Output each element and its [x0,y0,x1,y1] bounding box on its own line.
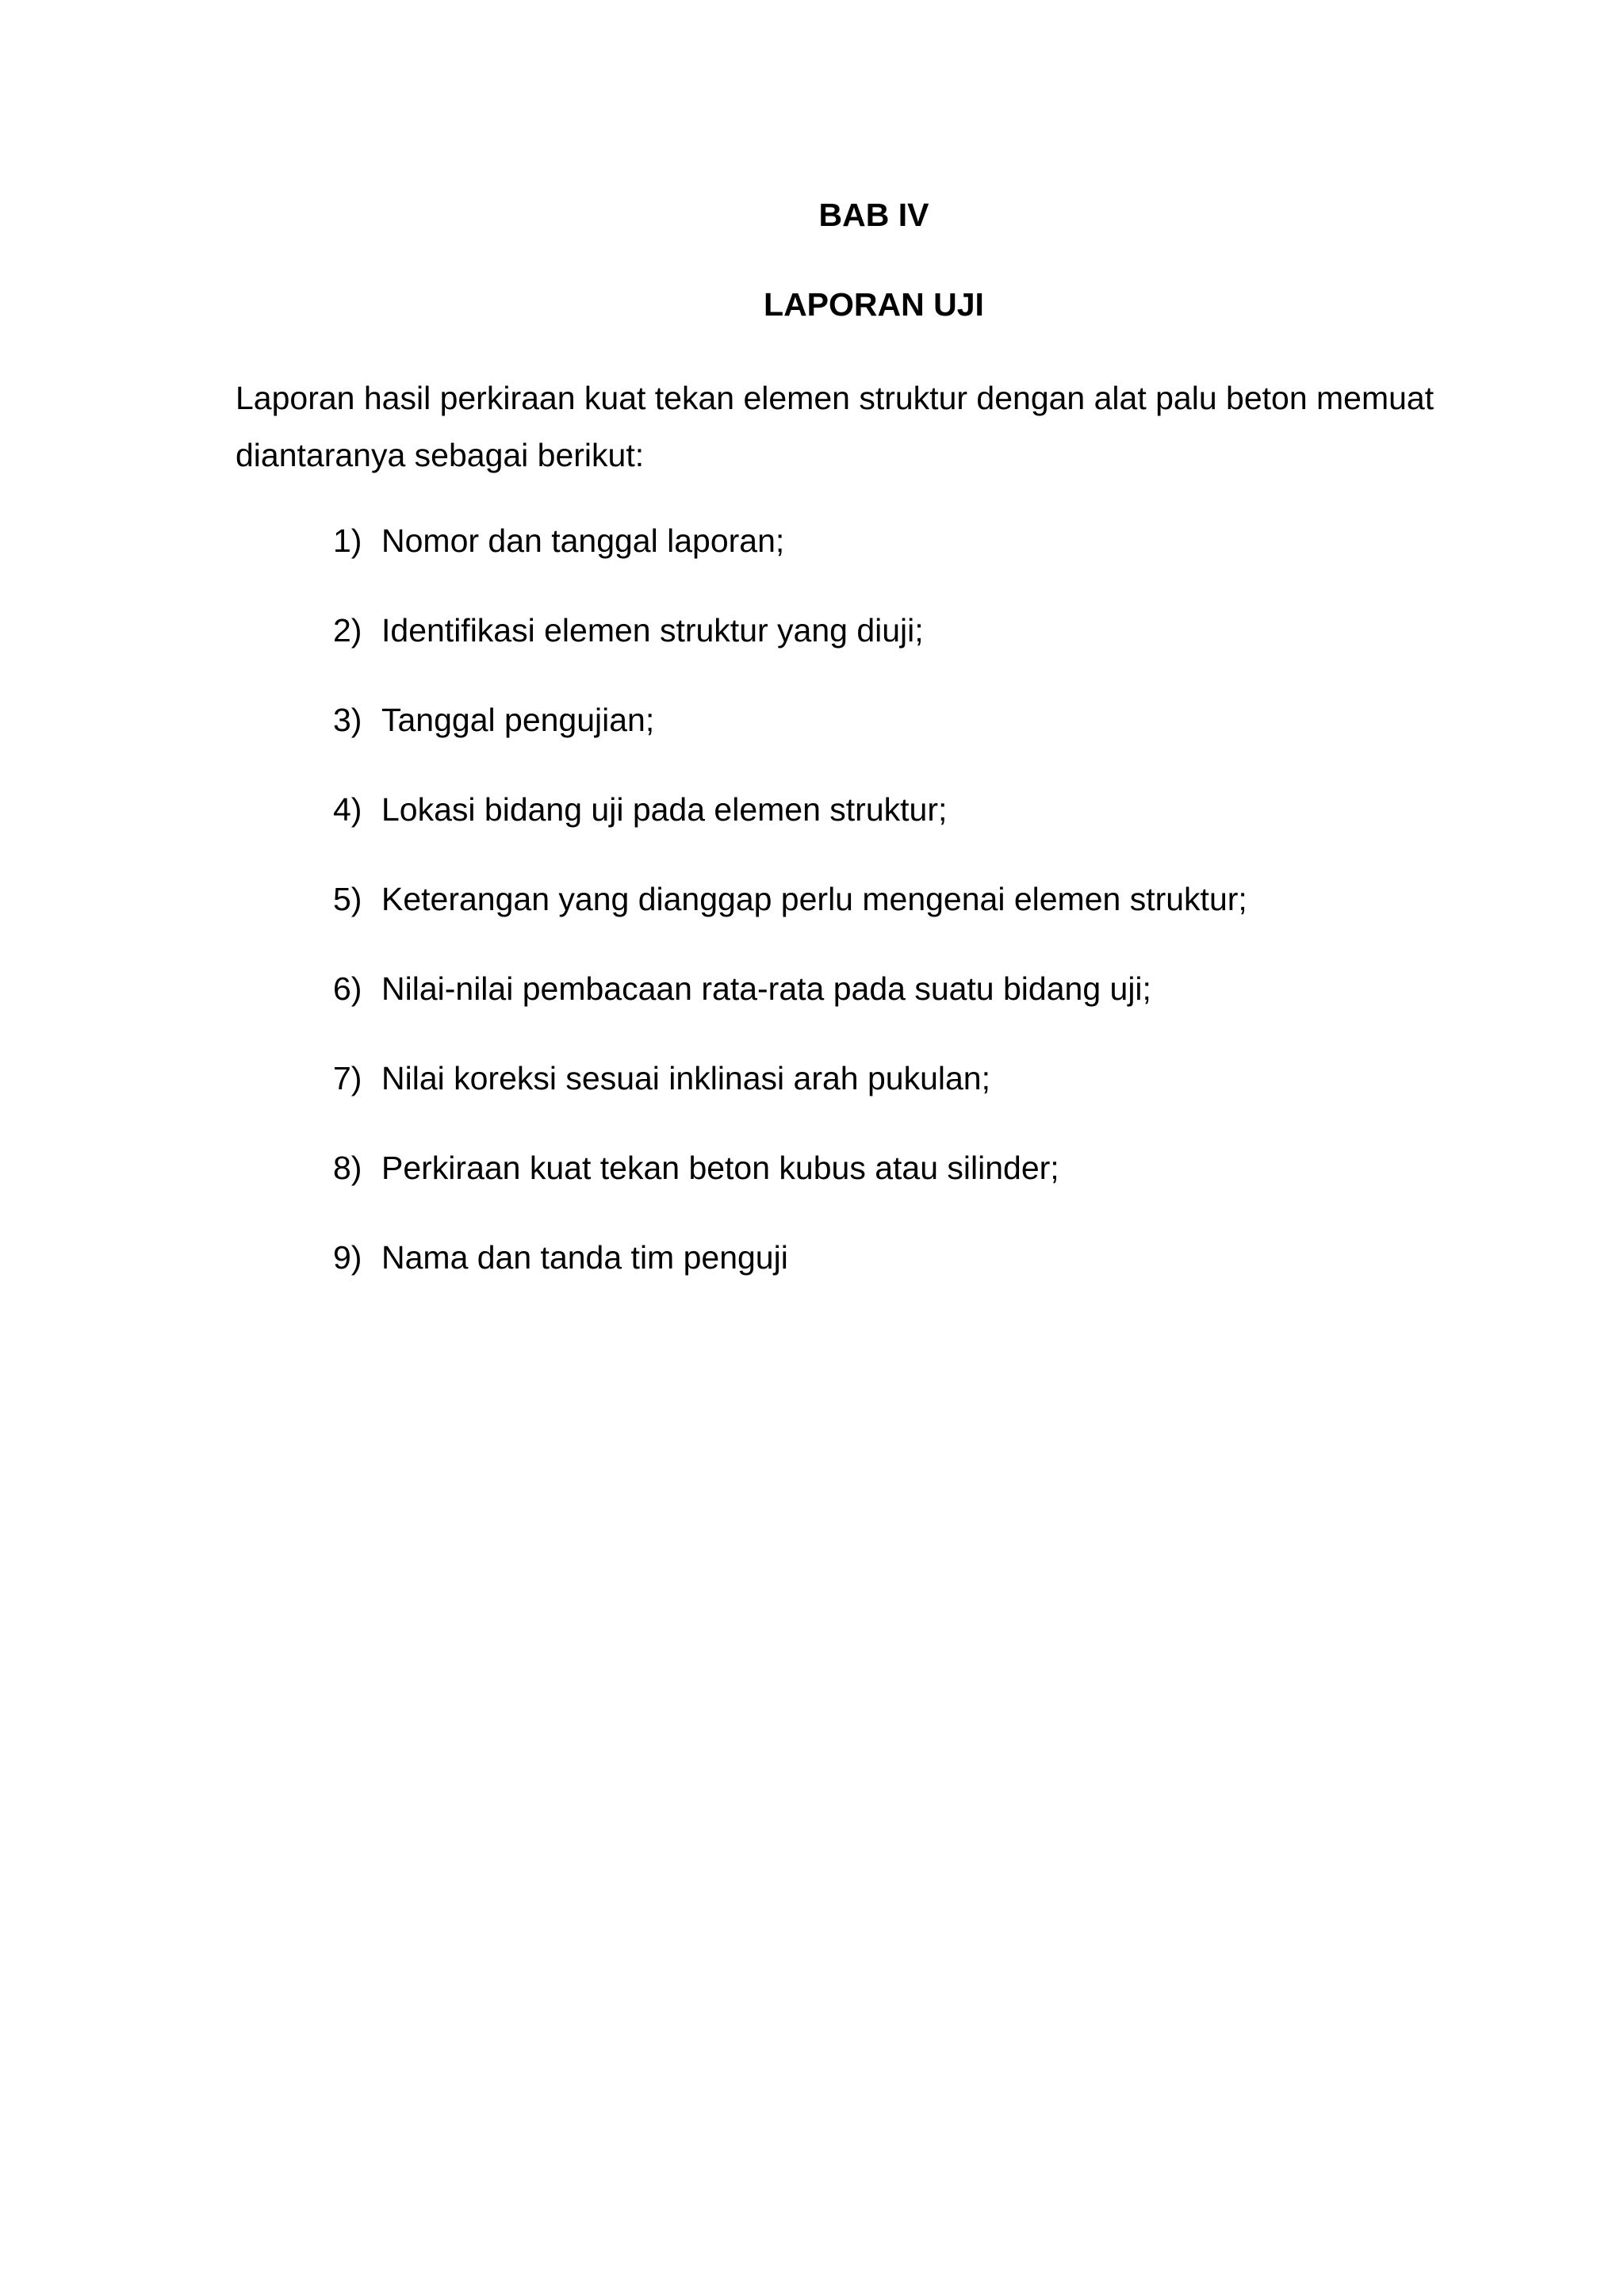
list-item-number: 8) [333,1150,362,1186]
list-item [333,781,1247,871]
list-item-text: Identifikasi elemen struktur yang diuji; [381,612,924,649]
intro-paragraph: Laporan hasil perkiraan kuat tekan elemen struktur dengan alat palu beton memuat diantaranya sebagai berikut: [236,380,1434,473]
list-item [333,1139,1247,1229]
list-item-text: Nilai koreksi sesuai inklinasi arah pukulan; [381,1060,990,1096]
list-item-text: Nama dan tanda tim penguji [381,1239,788,1276]
chapter-heading: BAB IV [818,197,929,233]
list-item-text: Tanggal pengujian; [381,702,655,738]
list-item [333,691,1247,781]
list-item [333,602,1247,691]
list-item-text: Lokasi bidang uji pada elemen struktur; [381,791,948,828]
list-item-number: 5) [333,881,362,917]
report-contents-list [333,512,1247,1318]
list-item-number: 2) [333,612,362,649]
list-item [333,960,1247,1050]
list-item [333,512,1247,602]
list-item-number: 1) [333,522,362,559]
list-item-text: Perkiraan kuat tekan beton kubus atau silinder; [381,1150,1059,1186]
list-item-number: 6) [333,970,362,1007]
list-item-text: Keterangan yang dianggap perlu mengenai elemen struktur; [381,881,1247,917]
list-item-number: 9) [333,1239,362,1276]
list-item [333,1229,1247,1318]
list-item-text: Nomor dan tanggal laporan; [381,522,785,559]
list-item-number: 4) [333,791,362,828]
list-item [333,1050,1247,1139]
list-item [333,871,1247,960]
list-item-text: Nilai-nilai pembacaan rata-rata pada suatu bidang uji; [381,970,1151,1007]
list-item-number: 7) [333,1060,362,1096]
report-title: LAPORAN UJI [764,286,984,323]
list-item-number: 3) [333,702,362,738]
